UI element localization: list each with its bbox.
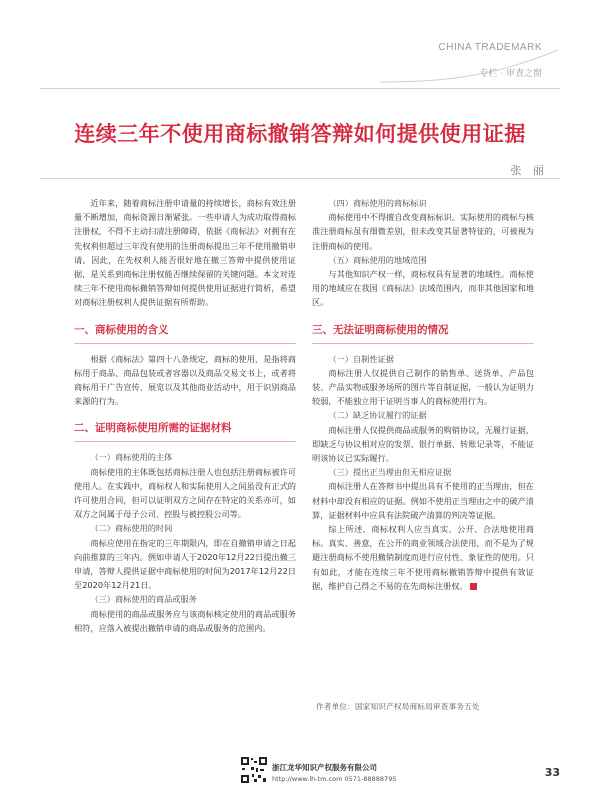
s3-subheading-agreement: （二）缺乏协议履行的证据	[328, 410, 427, 421]
s2-paragraph-mark: 商标使用中不得擅自改变商标标识。实际使用的商标与核准注册商标虽有细微差别，但未改变其显著特征的，可被视为注册商标的使用。	[312, 212, 534, 251]
author-affiliation: 作者单位：国家知识产权局商标局审查事务五处	[316, 702, 480, 711]
s3-subheading-self-made: （一）自制性证据	[328, 353, 394, 364]
s3-paragraph-self-made: 商标注册人仅提供自己制作的销售单、送货单、产品包装、产品实物或服务场所的图片等自制证据，一般认为证明力较弱，不能独立用于证明当事人的商标使用行为。	[312, 367, 534, 407]
author-name: 张 丽	[510, 164, 548, 177]
column-label: 专栏 · 审查之窗	[479, 69, 542, 79]
section-1-heading: 一、商标使用的含义	[74, 322, 296, 344]
intro-paragraph: 近年来，随着商标注册申请量的持续增长，商标有效注册量不断增加，商标资源日渐紧张。一些申请人为成功取得商标注册权，不得不主动扫清注册障碍，依据《商标法》对拥有在先权利但超过三年没有使用的注册商标提出三年不使用撤销申请。因此，在先权利人能否很好地在撤三答辩中提供使用证据，是关系到商标注册权能否继续保留的关键问题。本文对连续三年不使用商标撤销答辩如何提供使用证据进行简析，希望对商标注册权利人提供证据有所帮助。	[74, 198, 296, 308]
magazine-brand: CHINA TRADEMARK	[438, 42, 542, 53]
s2-paragraph-territory: 与其他知识产权一样，商标权具有显著的地域性。商标使用的地域应在我国《商标法》法域范围内，而非其他国家和地区。	[312, 269, 534, 308]
conclusion-paragraph	[312, 522, 534, 593]
s2-subheading-mark: （四）商标使用的商标标识	[328, 198, 427, 208]
end-mark-icon	[470, 583, 477, 590]
header-divider	[40, 88, 560, 89]
s3-paragraph-agreement: 商标注册人仅提供商品或服务的购销协议，无履行证据，即缺乏与协议相对应的发票、银行单据、转账记录等，不能证明该协议已实际履行。	[312, 424, 534, 464]
s3-paragraph-justification: 商标注册人在答辩书中提出具有不使用的正当理由，但在材料中却没有相应的证据。例如不使用正当理由之中的破产清算，证据材料中应具有法院破产清算的判决等证据。	[312, 481, 534, 520]
s2-subheading-subject: （一）商标使用的主体	[90, 452, 173, 463]
s2-subheading-territory: （五）商标使用的地域范围	[328, 254, 427, 265]
right-column	[312, 196, 534, 593]
section-1-paragraph: 根据《商标法》第四十八条规定，商标的使用，是指将商标用于商品、商品包装或者容器以及商品交易文书上，或者将商标用于广告宣传、展览以及其他商业活动中，用于识别商品来源的行为。	[74, 353, 296, 407]
s2-paragraph-time: 商标应使用在指定的三年期限内，即在自撤销申请之日起向前推算的三年内。例如申请人于2020年12月22日提出撤三申请，答辩人提供证据中商标使用的时间为2017年12月22日至2020年12月21日。	[74, 537, 296, 591]
qr-code-icon	[240, 756, 268, 784]
s3-subheading-justification: （三）提出正当理由但无相应证据	[328, 467, 452, 478]
s2-paragraph-goods: 商标使用的商品或服务应与该商标核定使用的商品或服务相符，应落入被提出撤销申请的商品或服务的范围内。	[74, 608, 296, 633]
s2-paragraph-subject: 商标使用的主体既包括商标注册人也包括注册商标被许可使用人。在实践中，商标权人和实际使用人之间虽没有正式的许可使用合同，但可以证明双方之间存在特定的关系亦可，如双方之间属于母子公司、控股与被控股公司等。	[74, 466, 296, 520]
footer-organization: 浙江龙华知识产权服务有限公司	[272, 763, 377, 772]
author-bar	[40, 160, 560, 186]
left-column	[74, 196, 296, 635]
author-divider	[40, 178, 560, 179]
section-3-heading: 三、无法证明商标使用的情况	[312, 322, 534, 344]
article-title: 连续三年不使用商标撤销答辩如何提供使用证据	[74, 121, 526, 146]
section-2-heading: 二、证明商标使用所需的证据材料	[74, 420, 296, 442]
s2-subheading-time: （二）商标使用的时间	[90, 523, 173, 534]
s2-subheading-goods: （三）商标使用的商品或服务	[90, 594, 197, 605]
conclusion-text: 综上所述，商标权利人应当真实、公开、合法地使用商标。真实、善意，在公开的商业领域合法使用，而不是为了规避注册商标不使用撤销制度而进行应付性、象征性的使用。只有如此，才能在连续三年不使用商标撤销答辩中提供有效证据，维护自己得之不易的在先商标注册权。	[312, 524, 534, 591]
footer-website[interactable]: http://www.lh-tm.com 0571-88888795	[272, 775, 397, 783]
page-number: 33	[544, 766, 560, 779]
